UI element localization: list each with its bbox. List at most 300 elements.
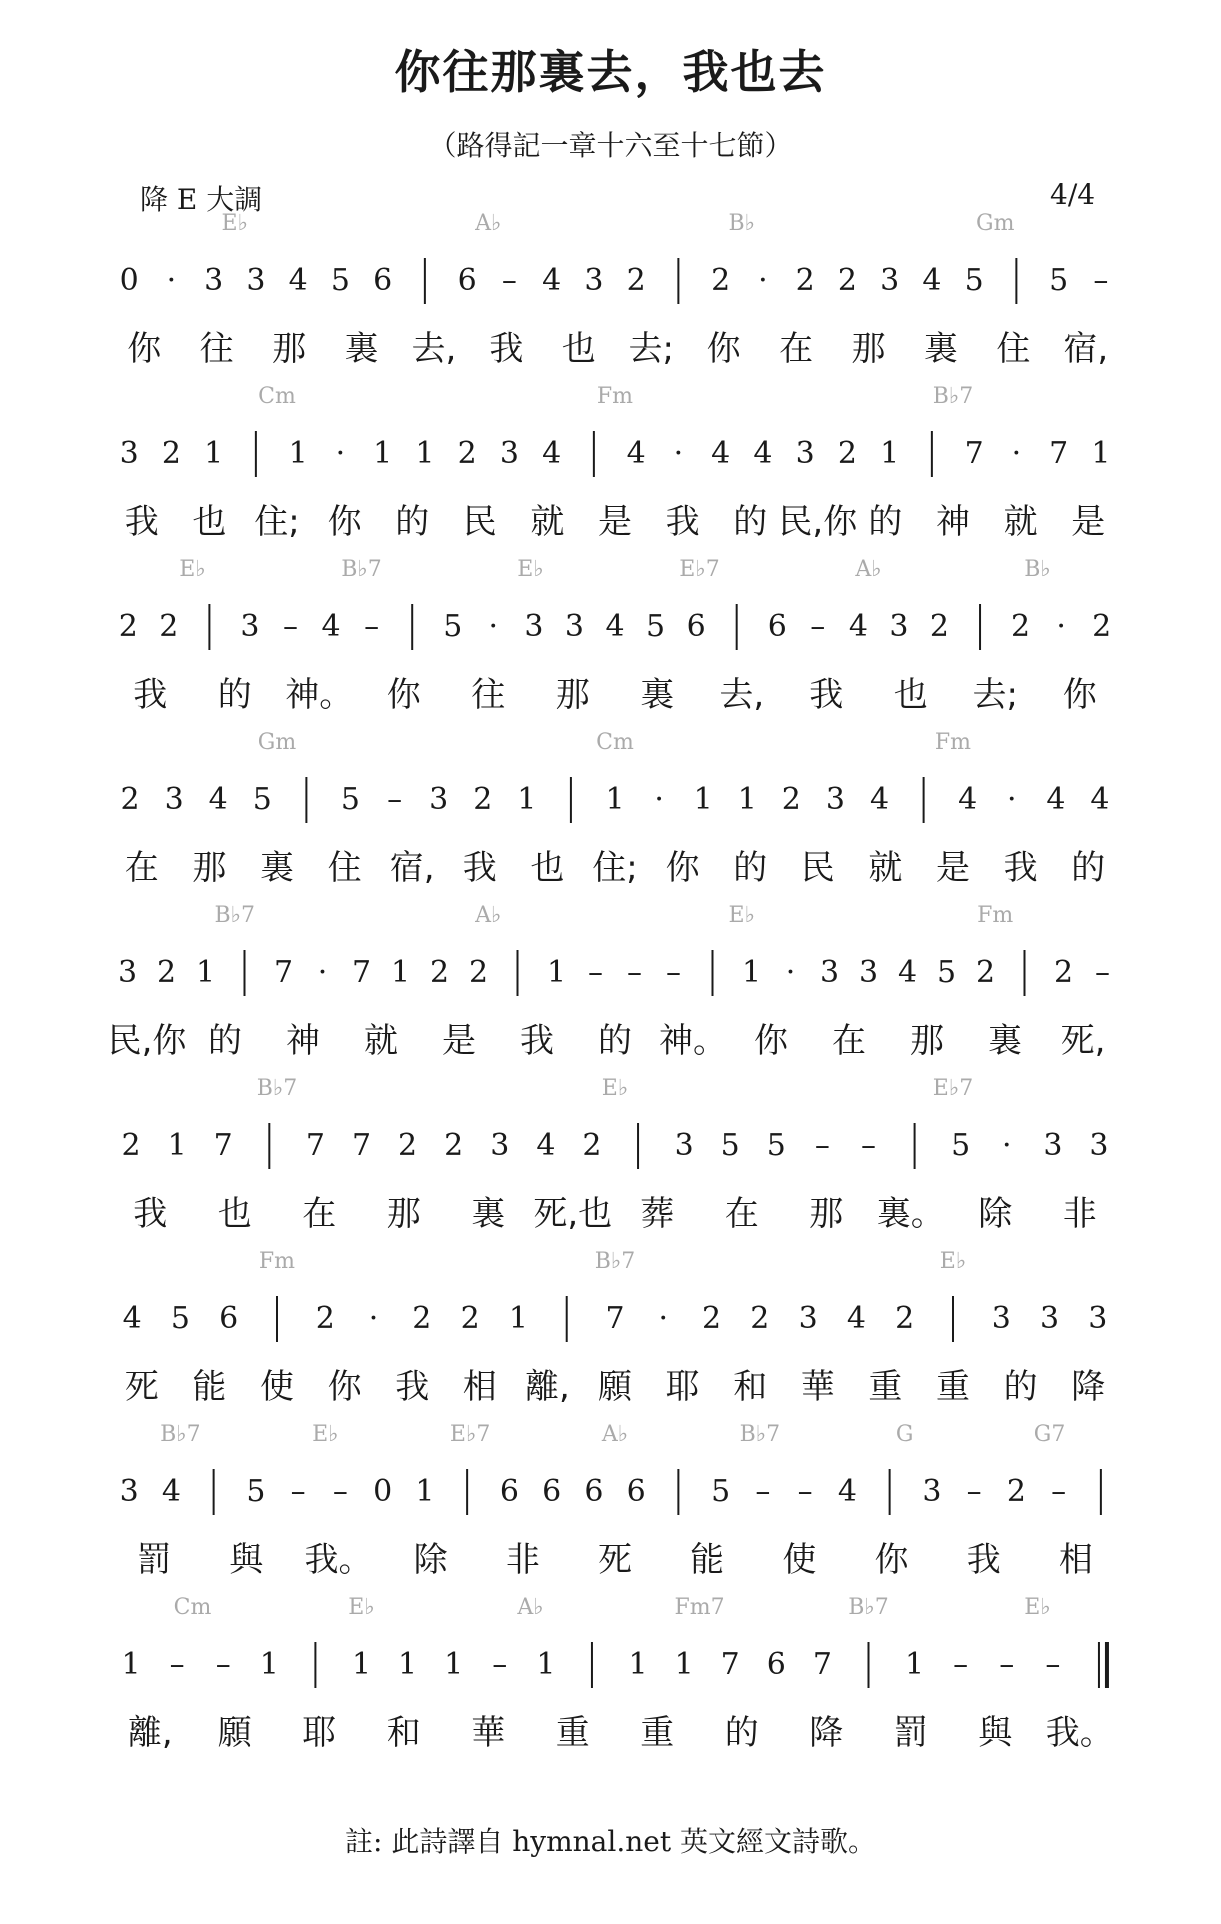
note-number: 2	[398, 1128, 418, 1163]
lyric-syllable: 那	[555, 675, 590, 715]
lyric-syllable: 宿,	[389, 848, 435, 888]
dash-mark: –	[999, 1647, 1015, 1682]
note-number: 5	[246, 1474, 266, 1509]
lyric-syllable: 去,	[411, 329, 457, 369]
chord-symbol: Cm	[173, 1595, 212, 1620]
note-number: 4	[542, 263, 562, 298]
note-number: 2	[781, 782, 801, 817]
lyric-syllable: 你	[754, 1021, 788, 1061]
lyric-syllable: 使	[260, 1367, 294, 1407]
lyric-syllable: 裏	[260, 848, 294, 888]
lyric-syllable: 降	[809, 1713, 844, 1753]
note-number: 5	[443, 609, 463, 644]
lyric-syllable: 的	[868, 502, 903, 542]
dot-mark: ·	[488, 609, 499, 644]
note-number: 3	[798, 1301, 818, 1336]
note-number: 2	[1053, 955, 1074, 990]
note-number: 3	[825, 782, 845, 817]
note-number: 3	[119, 1474, 139, 1509]
note-number: 2	[702, 1301, 722, 1336]
lyric-syllable: 我	[809, 675, 844, 715]
chord-symbol: Fm	[258, 1249, 296, 1274]
note-number: 7	[720, 1647, 740, 1682]
note-number: 1	[195, 955, 216, 990]
note-number: 4	[958, 782, 978, 817]
lyric-syllable: 的	[395, 502, 430, 542]
lyric-syllable: 住	[996, 329, 1031, 369]
note-number: 5	[1049, 263, 1069, 298]
key-signature: 降 E 大調	[140, 183, 263, 216]
note-number: 7	[351, 1128, 372, 1163]
note-number: 2	[118, 609, 138, 644]
dash-mark: –	[215, 1647, 231, 1682]
chord-symbol: E♭7	[449, 1422, 491, 1447]
note-number: 5	[330, 263, 350, 298]
note-number: 4	[753, 436, 773, 471]
dash-mark: –	[588, 955, 603, 990]
lyric-syllable: 住;	[254, 502, 300, 542]
note-number: 5	[720, 1128, 740, 1163]
lyric-syllable: 離,	[524, 1367, 570, 1407]
lyric-syllable: 我	[133, 1194, 168, 1234]
note-number: 2	[161, 436, 181, 471]
dash-mark: –	[492, 1647, 508, 1682]
lyric-syllable: 是	[936, 848, 970, 888]
note-number: 5	[936, 955, 957, 990]
lyric-syllable: 那	[192, 848, 227, 888]
chord-symbol: Fm	[934, 730, 972, 755]
note-number: 7	[273, 955, 294, 990]
lyric-syllable: 你	[706, 329, 741, 369]
note-number: 5	[766, 1128, 786, 1163]
note-number: 3	[889, 609, 909, 644]
note-number: 7	[1049, 436, 1069, 471]
lyric-syllable: 那	[272, 329, 307, 369]
dot-mark: ·	[166, 263, 177, 298]
note-number: 3	[524, 609, 544, 644]
lyric-syllable: 是	[442, 1021, 476, 1061]
lyric-syllable: 往	[471, 675, 506, 715]
lyric-syllable: 願	[217, 1713, 252, 1753]
lyric-syllable: 罰	[893, 1713, 928, 1753]
note-number: 0	[119, 263, 139, 298]
dash-mark: –	[810, 609, 826, 644]
dot-mark: ·	[1011, 436, 1022, 471]
note-number: 5	[951, 1128, 971, 1163]
dot-mark: ·	[785, 955, 796, 990]
lyric-syllable: 你	[665, 848, 700, 888]
lyric-syllable: 華	[800, 1367, 835, 1407]
note-number: 5	[711, 1474, 731, 1509]
note-number: 3	[246, 263, 266, 298]
note-number: 7	[605, 1301, 625, 1336]
note-number: 4	[321, 609, 341, 644]
dash-mark: –	[1051, 1474, 1067, 1509]
note-number: 7	[305, 1128, 325, 1163]
note-number: 6	[686, 609, 706, 644]
lyric-syllable: 就	[364, 1021, 398, 1061]
lyric-syllable: 重	[868, 1367, 903, 1407]
lyric-syllable: 也	[217, 1194, 252, 1234]
lyric-syllable: 我	[462, 848, 497, 888]
note-number: 2	[457, 436, 477, 471]
note-number: 6	[584, 1474, 604, 1509]
note-number: 4	[837, 1474, 857, 1509]
lyric-syllable: 死,也	[533, 1194, 613, 1234]
dash-mark: –	[169, 1647, 185, 1682]
note-number: 1	[351, 1647, 372, 1682]
lyric-syllable: 你	[1062, 675, 1097, 715]
lyric-syllable: 去;	[972, 675, 1018, 715]
note-number: 1	[628, 1647, 648, 1682]
lyric-syllable: 死	[598, 1540, 632, 1580]
lyric-syllable: 在	[124, 848, 159, 888]
note-number: 3	[490, 1128, 510, 1163]
note-number: 1	[737, 782, 757, 817]
note-number: 1	[1091, 436, 1111, 471]
chord-symbol: E♭7	[679, 557, 720, 582]
dash-mark: –	[1095, 955, 1110, 990]
note-number: 1	[546, 955, 567, 990]
lyric-syllable: 住	[327, 848, 362, 888]
lyric-syllable: 和	[386, 1713, 421, 1753]
note-number: 1	[415, 436, 435, 471]
lyric-syllable: 在	[832, 1021, 866, 1061]
note-number: 1	[674, 1647, 694, 1682]
note-number: 3	[795, 436, 815, 471]
note-number: 2	[444, 1128, 464, 1163]
note-number: 3	[240, 609, 260, 644]
note-number: 2	[1011, 609, 1031, 644]
note-number: 3	[499, 436, 519, 471]
note-number: 2	[975, 955, 996, 990]
lyric-syllable: 是	[598, 502, 632, 542]
dash-mark: –	[861, 1128, 876, 1163]
dash-mark: –	[814, 1128, 830, 1163]
lyric-syllable: 就	[1003, 502, 1038, 542]
chord-symbol: E♭	[312, 1422, 339, 1447]
lyric-syllable: 能	[690, 1540, 725, 1580]
note-number: 3	[1043, 1128, 1063, 1163]
lyric-syllable: 你	[327, 502, 362, 542]
dot-mark: ·	[317, 955, 328, 990]
chord-symbol: G7	[1033, 1422, 1066, 1447]
chord-symbol: Fm	[596, 384, 634, 409]
note-number: 4	[897, 955, 918, 990]
dash-mark: –	[1093, 263, 1109, 298]
chord-symbol: A♭	[517, 1595, 544, 1620]
note-number: 4	[846, 1301, 866, 1336]
note-number: 3	[922, 1474, 942, 1509]
dash-mark: –	[1045, 1647, 1061, 1682]
note-number: 7	[351, 955, 372, 990]
note-number: 5	[252, 782, 272, 817]
note-number: 1	[693, 782, 713, 817]
lyric-syllable: 耶	[665, 1367, 700, 1407]
lyric-syllable: 往	[199, 329, 234, 369]
chord-symbol: B♭7	[594, 1249, 636, 1274]
lyric-syllable: 的	[1003, 1367, 1038, 1407]
chord-symbol: E♭	[939, 1249, 967, 1274]
note-number: 1	[536, 1647, 556, 1682]
chord-symbol: E♭7	[932, 1076, 974, 1101]
lyric-syllable: 重	[555, 1713, 590, 1753]
note-number: 2	[121, 1128, 141, 1163]
lyric-syllable: 能	[192, 1367, 227, 1407]
lyric-syllable: 除	[413, 1540, 448, 1580]
lyric-syllable: 裏	[344, 329, 379, 369]
note-number: 1	[517, 782, 537, 817]
lyric-syllable: 願	[598, 1367, 632, 1407]
lyric-syllable: 就	[868, 848, 903, 888]
lyric-syllable: 那	[809, 1194, 844, 1234]
chord-symbol: Cm	[258, 384, 296, 409]
chord-symbol: A♭	[475, 211, 502, 236]
chord-symbol: B♭	[728, 211, 756, 236]
note-number: 2	[460, 1301, 480, 1336]
chord-symbol: E♭	[1024, 1595, 1051, 1620]
note-number: 4	[711, 436, 731, 471]
dash-mark: –	[501, 263, 517, 298]
chord-symbol: Gm	[976, 211, 1015, 236]
note-number: 5	[170, 1301, 190, 1336]
chord-symbol: Cm	[596, 730, 634, 755]
dot-mark: ·	[368, 1301, 379, 1336]
note-number: 6	[626, 1474, 646, 1509]
lyric-syllable: 就	[530, 502, 565, 542]
lyric-syllable: 我。	[304, 1540, 373, 1580]
dash-mark: –	[966, 1474, 982, 1509]
lyric-syllable: 的	[733, 848, 768, 888]
dash-mark: –	[283, 609, 299, 644]
note-number: 6	[219, 1301, 239, 1336]
chord-symbol: Fm	[977, 903, 1014, 928]
lyric-syllable: 的	[724, 1713, 759, 1753]
lyric-syllable: 你	[874, 1540, 909, 1580]
note-number: 7	[812, 1647, 832, 1682]
time-signature: 4/4	[1050, 178, 1096, 211]
note-number: 6	[766, 1647, 786, 1682]
note-number: 1	[605, 782, 625, 817]
note-number: 2	[1006, 1474, 1026, 1509]
lyric-syllable: 死	[124, 1367, 159, 1407]
chord-symbol: B♭7	[214, 903, 256, 928]
note-number: 6	[542, 1474, 562, 1509]
chord-symbol: B♭7	[848, 1595, 889, 1620]
note-number: 3	[991, 1301, 1011, 1336]
note-number: 2	[626, 263, 646, 298]
chord-symbol: A♭	[601, 1422, 629, 1447]
footer-note: 註: 此詩譯自 hymnal.net 英文經文詩歌。	[345, 1825, 876, 1858]
lyric-syllable: 重	[640, 1713, 675, 1753]
note-number: 4	[122, 1301, 142, 1336]
note-number: 3	[880, 263, 900, 298]
chord-symbol: B♭7	[256, 1076, 298, 1101]
lyric-syllable: 的	[208, 1021, 242, 1061]
lyric-syllable: 耶	[302, 1713, 337, 1753]
note-number: 1	[444, 1647, 464, 1682]
chord-symbol: E♭	[221, 211, 248, 236]
note-number: 5	[340, 782, 361, 817]
dot-mark: ·	[1007, 782, 1017, 817]
note-number: 2	[929, 609, 950, 644]
lyric-syllable: 神	[286, 1021, 320, 1061]
dash-mark: –	[797, 1474, 813, 1509]
note-number: 3	[204, 263, 224, 298]
note-number: 3	[429, 782, 449, 817]
note-number: 4	[288, 263, 308, 298]
note-number: 3	[119, 436, 139, 471]
note-number: 2	[315, 1301, 335, 1336]
dash-mark: –	[332, 1474, 348, 1509]
lyric-syllable: 非	[1062, 1194, 1097, 1234]
lyric-syllable: 去,	[719, 675, 765, 715]
lyric-syllable: 離,	[127, 1713, 173, 1753]
dash-mark: –	[666, 955, 681, 990]
note-number: 3	[164, 782, 184, 817]
lyric-syllable: 除	[978, 1194, 1013, 1234]
note-number: 5	[646, 609, 666, 644]
lyric-syllable: 也	[530, 848, 565, 888]
lyric-syllable: 神。	[659, 1021, 727, 1061]
lyric-syllable: 重	[936, 1367, 970, 1407]
note-number: 4	[161, 1474, 181, 1509]
lyric-syllable: 是	[1071, 502, 1106, 542]
note-number: 4	[848, 609, 868, 644]
lyric-syllable: 我。	[1045, 1713, 1114, 1753]
chord-symbol: Gm	[257, 730, 297, 755]
lyric-syllable: 與	[978, 1713, 1013, 1753]
lyric-syllable: 在	[302, 1194, 337, 1234]
note-number: 4	[869, 782, 890, 817]
lyric-syllable: 也	[561, 329, 596, 369]
lyric-syllable: 和	[733, 1367, 768, 1407]
dot-mark: ·	[1001, 1128, 1012, 1163]
dash-mark: –	[364, 609, 380, 644]
lyric-syllable: 裏	[923, 329, 958, 369]
note-number: 1	[880, 436, 900, 471]
chord-symbol: B♭	[1024, 557, 1051, 582]
note-number: 4	[208, 782, 228, 817]
lyric-syllable: 我	[133, 675, 168, 715]
lyric-syllable: 使	[782, 1540, 817, 1580]
note-number: 2	[120, 782, 140, 817]
lyric-syllable: 在	[724, 1194, 759, 1234]
lyric-syllable: 去;	[628, 329, 674, 369]
note-number: 0	[373, 1474, 393, 1509]
note-number: 4	[922, 263, 942, 298]
lyric-syllable: 那	[386, 1194, 421, 1234]
note-number: 4	[605, 609, 625, 644]
lyric-syllable: 在	[779, 329, 814, 369]
note-number: 6	[767, 609, 787, 644]
lyric-syllable: 的	[1071, 848, 1106, 888]
chord-symbol: B♭7	[160, 1422, 201, 1447]
lyric-syllable: 相	[462, 1367, 497, 1407]
note-number: 1	[204, 436, 224, 471]
chord-symbol: B♭7	[341, 557, 382, 582]
chord-symbol: E♭	[601, 1076, 629, 1101]
lyric-syllable: 你	[386, 675, 421, 715]
note-number: 1	[398, 1647, 418, 1682]
lyric-syllable: 華	[471, 1713, 506, 1753]
lyric-syllable: 的	[733, 502, 768, 542]
chord-symbol: B♭7	[739, 1422, 781, 1447]
lyric-syllable: 神	[936, 502, 970, 542]
note-number: 2	[1092, 609, 1112, 644]
lyric-syllable: 裏	[640, 675, 675, 715]
chord-symbol: A♭	[475, 903, 502, 928]
lyric-syllable: 我	[665, 502, 700, 542]
note-number: 1	[167, 1128, 187, 1163]
lyric-syllable: 裏。	[876, 1194, 945, 1234]
note-number: 1	[373, 436, 393, 471]
note-number: 2	[795, 263, 815, 298]
lyric-syllable: 的	[598, 1021, 632, 1061]
dot-mark: ·	[673, 436, 684, 471]
note-number: 4	[1090, 782, 1110, 817]
lyric-syllable: 你	[327, 1367, 362, 1407]
lyric-syllable: 裏	[988, 1021, 1022, 1061]
lyric-syllable: 神。	[285, 675, 354, 715]
lyric-syllable: 那	[910, 1021, 944, 1061]
note-number: 2	[412, 1301, 432, 1336]
note-number: 1	[121, 1647, 141, 1682]
note-number: 1	[390, 955, 411, 990]
lyric-syllable: 我	[124, 502, 159, 542]
note-number: 2	[711, 263, 731, 298]
note-number: 4	[1046, 782, 1066, 817]
dot-mark: ·	[335, 436, 346, 471]
note-number: 3	[1088, 1301, 1108, 1336]
note-number: 6	[373, 263, 393, 298]
lyric-syllable: 住;	[592, 848, 638, 888]
note-number: 7	[964, 436, 984, 471]
note-number: 1	[288, 436, 308, 471]
note-number: 2	[156, 955, 177, 990]
chord-symbol: G	[895, 1422, 914, 1447]
note-number: 4	[626, 436, 646, 471]
dash-mark: –	[755, 1474, 771, 1509]
lyric-syllable: 與	[229, 1540, 264, 1580]
dot-mark: ·	[1056, 609, 1066, 644]
note-number: 3	[674, 1128, 694, 1163]
chord-symbol: B♭7	[932, 384, 974, 409]
note-number: 3	[1089, 1128, 1109, 1163]
chord-symbol: E♭	[348, 1595, 375, 1620]
lyric-syllable: 裏	[471, 1194, 506, 1234]
lyric-syllable: 我	[1003, 848, 1038, 888]
note-number: 3	[858, 955, 879, 990]
note-number: 1	[415, 1474, 435, 1509]
dash-mark: –	[387, 782, 403, 817]
note-number: 6	[499, 1474, 519, 1509]
lyric-syllable: 你	[127, 329, 162, 369]
note-number: 3	[584, 263, 604, 298]
lyric-syllable: 我	[489, 329, 524, 369]
note-number: 1	[741, 955, 762, 990]
lyric-syllable: 罰	[137, 1540, 172, 1580]
lyric-syllable: 也	[192, 502, 227, 542]
lyric-syllable: 我	[520, 1021, 554, 1061]
note-number: 7	[213, 1128, 233, 1163]
note-number: 3	[117, 955, 138, 990]
note-number: 4	[542, 436, 562, 471]
lyric-syllable: 非	[505, 1540, 540, 1580]
note-number: 2	[837, 436, 857, 471]
dash-mark: –	[953, 1647, 969, 1682]
note-number: 1	[259, 1647, 279, 1682]
